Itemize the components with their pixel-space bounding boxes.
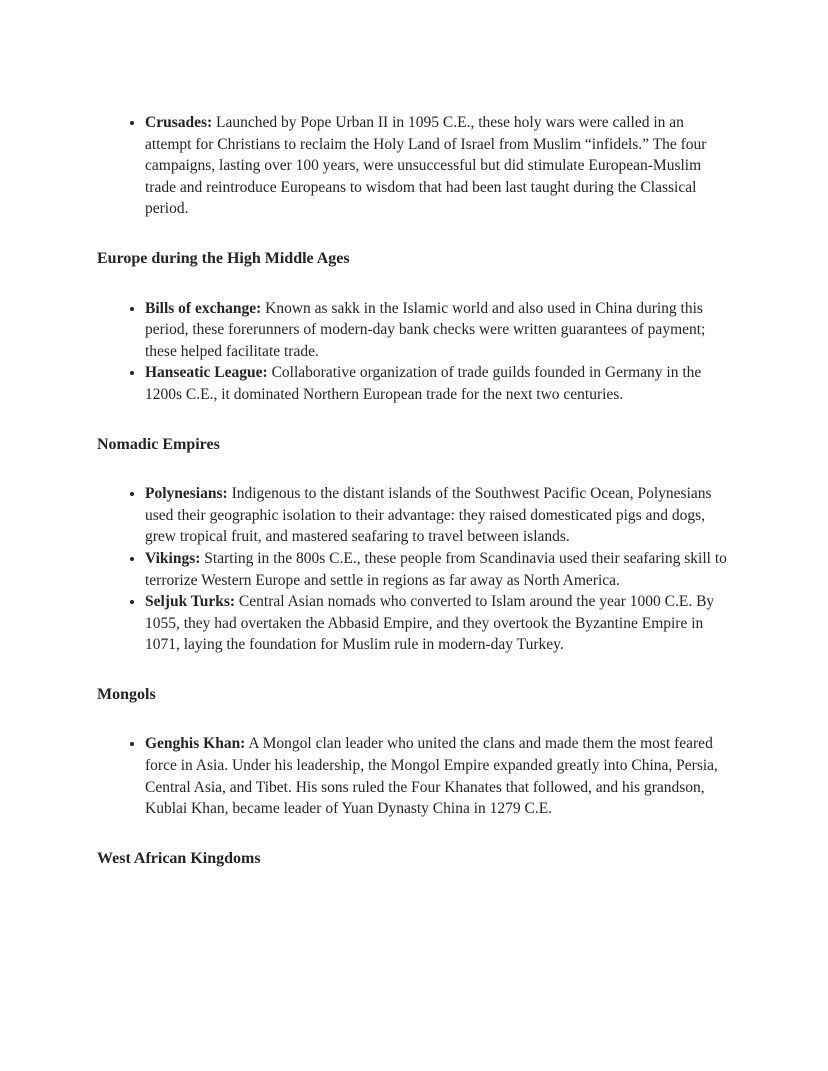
term-vikings: Vikings: — [145, 549, 201, 567]
definition-vikings: Starting in the 800s C.E., these people from Scandinavia used their seafaring skill to terrorize Western Europe and settle in regions as far away as North America. — [145, 549, 727, 589]
term-crusades: Crusades: — [145, 114, 213, 131]
heading-west-african-kingdoms: West African Kingdoms — [97, 849, 261, 867]
document-body — [97, 112, 728, 869]
term-bills-of-exchange: Bills of exchange: — [145, 299, 262, 317]
definition-genghis-khan: A Mongol clan leader who united the clans and made them the most feared force in Asia. Under his leadership, the Mongol Empire expanded greatly into China, Persia, Central Asia, and Tibet. His sons ruled the Four Khanates that followed, and his grandson, Kublai Khan, became leader of Yuan Dynasty China in 1279 C.E. — [145, 735, 718, 818]
heading-nomadic-empires: Nomadic Empires — [97, 435, 220, 453]
list-item-bills-of-exchange — [145, 298, 728, 363]
bullet-list-europe — [97, 298, 728, 406]
heading-europe-high-middle-ages: Europe during the High Middle Ages — [97, 249, 350, 267]
definition-seljuk-turks: Central Asian nomads who converted to Islam around the year 1000 C.E. By 1055, they had overtaken the Abbasid Empire, and they overtook the Byzantine Empire in 1071, laying the foundation for Muslim rule in modern-day Turkey. — [145, 593, 715, 654]
list-item-genghis-khan — [145, 733, 728, 819]
bullet-list-mongols — [97, 733, 728, 819]
definition-bills-of-exchange: Known as sakk in the Islamic world and also used in China during this period, these forerunners of modern-day bank checks were written guarantees of payment; these helped facilitate trade. — [145, 299, 706, 360]
definition-hanseatic-league: Collaborative organization of trade guilds founded in Germany in the 1200s C.E., it dominated Northern European trade for the next two centuries. — [145, 364, 702, 403]
list-item-vikings — [145, 548, 728, 591]
list-item-hanseatic-league — [145, 362, 728, 405]
bullet-list-crusades — [97, 112, 728, 220]
term-genghis-khan: Genghis Khan: — [145, 735, 246, 753]
term-seljuk-turks: Seljuk Turks: — [145, 593, 236, 611]
bullet-list-nomadic-empires — [97, 483, 728, 656]
list-item-seljuk-turks — [145, 591, 728, 656]
list-item-polynesians — [145, 483, 728, 548]
list-item-crusades — [145, 112, 728, 220]
term-hanseatic-league: Hanseatic League: — [145, 364, 268, 382]
heading-mongols: Mongols — [97, 685, 156, 703]
definition-polynesians: Indigenous to the distant islands of the Southwest Pacific Ocean, Polynesians used their geographic isolation to their advantage: they raised domesticated pigs and dogs, grew tropical fruit, and mastered seafaring to travel between islands. — [145, 485, 712, 546]
term-polynesians: Polynesians: — [145, 485, 228, 503]
definition-crusades: Launched by Pope Urban II in 1095 C.E., these holy wars were called in an attempt for Christians to reclaim the Holy Land of Israel from Muslim “infidels.” The four campaigns, lasting over 100 years, were unsuccessful but did stimulate European-Muslim trade and reintroduce Europeans to wisdom that had been last taught during the Classical period. — [145, 114, 707, 218]
